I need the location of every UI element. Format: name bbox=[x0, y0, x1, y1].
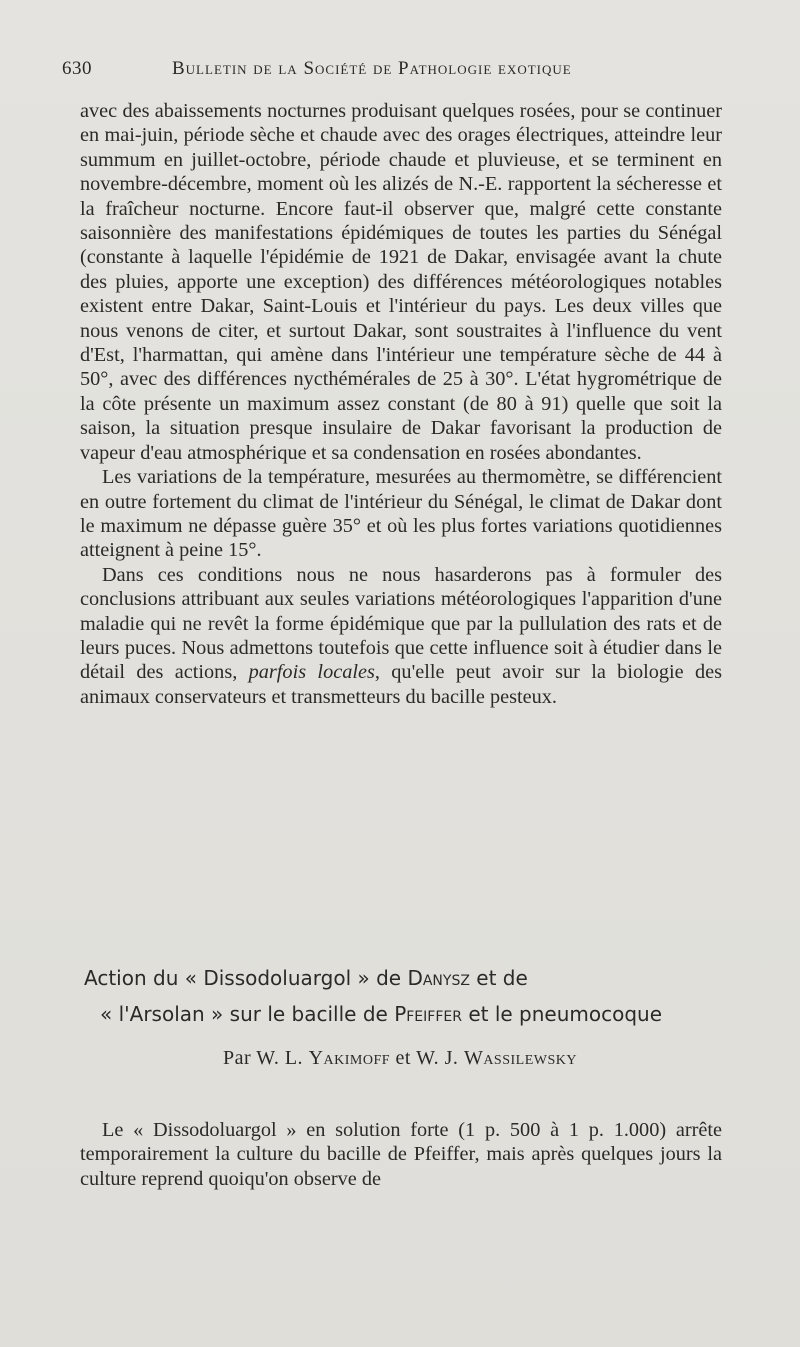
paragraph-text: Dans ces conditions nous ne nous hasarderons pas à formuler des conclusions attribuant aux seules variations météorologiques l'apparition d'une maladie qui ne revêt la forme épidémique que par la pullulation des rats et de leurs puces. Nous admettons toutefois que cette influence soit à étudier dans le détail des bbox=[80, 563, 722, 684]
paragraph: Les variations de la température, mesurées au thermomètre, se différencient en outre fortement du climat de l'intérieur du Sénégal, le climat de Dakar dont le maximum ne dépasse guère 35° et où les plus fortes variations quotidiennes atteignent à peine 15°. bbox=[80, 466, 722, 562]
author-name: Yakimoff bbox=[308, 1047, 391, 1069]
article-body-text bbox=[80, 1118, 722, 1191]
title-author-name: Danysz bbox=[407, 966, 470, 990]
title-text: et de bbox=[469, 966, 528, 990]
title-text: Action du « Dissodoluargol » de bbox=[84, 966, 408, 990]
page-number: 630 bbox=[62, 58, 92, 79]
title-line-1 bbox=[62, 960, 742, 996]
title-author-name: Pfeiffer bbox=[394, 1002, 462, 1026]
title-text: « l'Arsolan » sur le bacille de bbox=[100, 1002, 395, 1026]
paragraph-text: actions, bbox=[174, 661, 249, 684]
paragraph: avec des abaissements nocturnes produisant quelques rosées, pour se continuer en mai-juin, période sèche et chaude avec des orages électriques, atteindre leur summum en juillet-octobre, période chaude et pluvieuse, et se terminent en novembre-décembre, moment où les alizés de N.-E. rapportent la sécheresse et la fraîcheur nocturne. Encore faut-il observer que, malgré cette constante saisonnière des manifestations épidémiques de toutes les parties du Sénégal (constante à laquelle l'épidémie de 1921 de Dakar, envisagée avant la chute des pluies, apporte une exception) des différences météorologiques notables existent entre Dakar, Saint-Louis et l'intérieur du pays. Les deux villes que nous venons de citer, et surtout Dakar, sont soustraites à l'influence du vent d'Est, l'harmattan, qui amène dans l'intérieur une température sèche de 44 à 50°, avec des différences nycthémérales de 25 à 30°. L'état hygrométrique de la côte présente un maximum assez constant (de 80 à 91) quelle que soit la saison, la situation presque insulaire de Dakar favorisant la production de vapeur d'eau atmosphérique et sa condensation en rosées abondantes. bbox=[80, 100, 722, 464]
title-line-2 bbox=[62, 996, 742, 1032]
paragraph-text: , qu'elle peut avoir sur la biologie des animaux conservateurs et transmetteurs du bacille pesteux. bbox=[80, 661, 723, 708]
byline bbox=[0, 1047, 800, 1070]
article-title bbox=[62, 960, 742, 1032]
section-body-text bbox=[80, 99, 722, 709]
paragraph bbox=[80, 563, 722, 709]
byline-text: et W. J. bbox=[390, 1047, 464, 1069]
paragraph: Le « Dissodoluargol » en solution forte (1 p. 500 à 1 p. 1.000) arrête temporairement la culture du bacille de Pfeiffer, mais après quelques jours la culture reprend quoiqu'on observe de bbox=[80, 1119, 722, 1190]
italic-phrase: parfois locales bbox=[248, 661, 375, 684]
byline-text: Par W. L. bbox=[223, 1047, 309, 1069]
journal-title: Bulletin de la Société de Pathologie exotique bbox=[172, 58, 572, 79]
title-text: et le pneumocoque bbox=[461, 1002, 663, 1026]
author-name: Wassilewsky bbox=[463, 1047, 577, 1069]
